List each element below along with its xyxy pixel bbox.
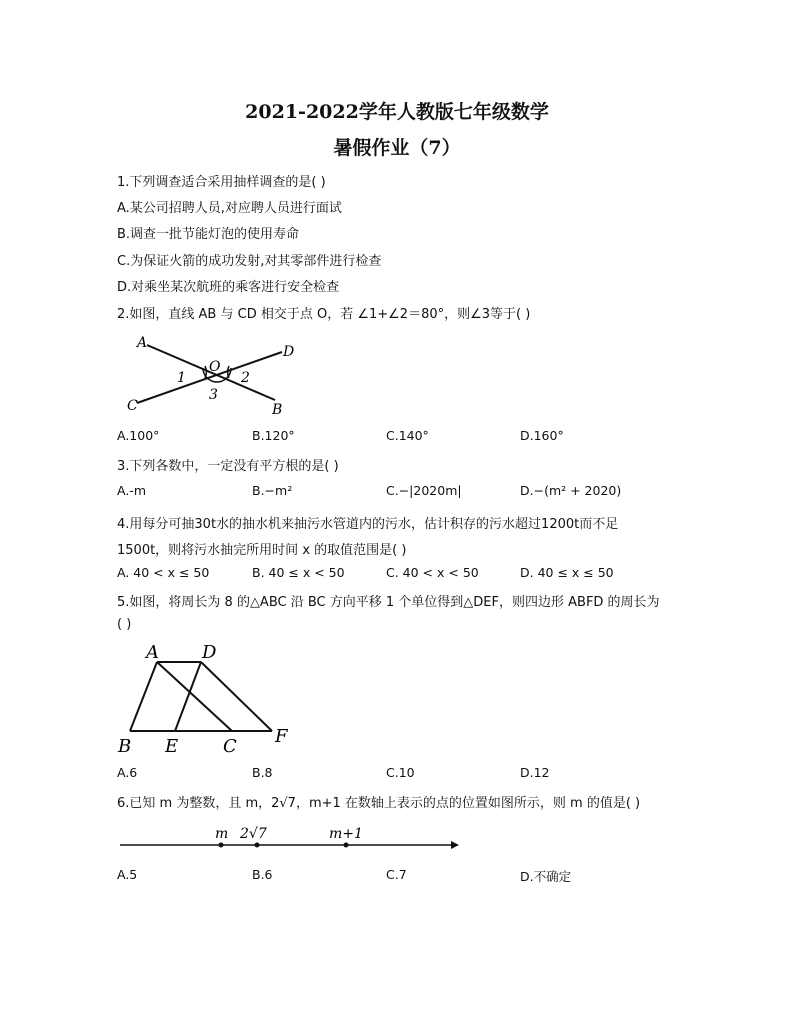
- question-4-option-d: D. 40 ≤ x ≤ 50: [520, 565, 614, 580]
- question-4-option-a: A. 40 < x ≤ 50: [117, 565, 210, 580]
- label-2-sqrt-7: 2√7: [240, 826, 267, 842]
- page-title: 2021-2022学年人教版七年级数学: [245, 101, 549, 123]
- question-1-option-c: C.为保证火箭的成功发射,对其零部件进行检查: [117, 254, 382, 269]
- angle-3-label: 3: [209, 387, 218, 403]
- label-A: A: [146, 642, 159, 663]
- question-1-option-b: B.调查一批节能灯泡的使用寿命: [117, 227, 300, 242]
- question-6-option-b: B.6: [252, 867, 273, 882]
- question-2-option-b: B.120°: [252, 428, 295, 443]
- question-2-option-a: A.100°: [117, 428, 160, 443]
- label-B: B: [118, 736, 132, 757]
- label-E: E: [165, 736, 179, 757]
- page-subtitle: 暑假作业（7）: [333, 137, 461, 159]
- label-O: O: [209, 359, 221, 375]
- question-1-stem: 1.下列调查适合采用抽样调查的是( ): [117, 175, 326, 190]
- label-m-plus-1: m+1: [329, 826, 363, 842]
- question-4-stem-line-2: 1500t，则将污水抽完所用时间 x 的取值范围是( ): [117, 543, 407, 558]
- question-5-option-b: B.8: [252, 765, 273, 780]
- label-m: m: [215, 826, 229, 842]
- question-1-option-a: A.某公司招聘人员,对应聘人员进行面试: [117, 201, 342, 216]
- question-3-option-b: B.−m²: [252, 483, 293, 498]
- intersecting-lines-figure: [117, 330, 317, 420]
- question-2-option-c: C.140°: [386, 428, 429, 443]
- question-6-stem: 6.已知 m 为整数，且 m，2√7，m+1 在数轴上表示的点的位置如图所示，则 m 的值是( ): [117, 796, 641, 811]
- label-A: A: [137, 335, 148, 351]
- angle-2-label: 2: [241, 370, 250, 386]
- translated-triangle-figure: [112, 640, 302, 760]
- label-D: D: [202, 642, 217, 663]
- question-3-stem: 3.下列各数中，一定没有平方根的是( ): [117, 459, 339, 474]
- question-4-stem-line-1: 4.用每分可抽30t水的抽水机来抽污水管道内的污水，估计积存的污水超过1200t而不足: [117, 517, 619, 532]
- question-3-option-a: A.-m: [117, 483, 146, 498]
- number-line-figure: [117, 818, 462, 858]
- label-F: F: [275, 726, 288, 747]
- question-5-option-d: D.12: [520, 765, 550, 780]
- label-D: D: [283, 344, 295, 360]
- angle-1-label: 1: [177, 370, 186, 386]
- question-4-option-c: C. 40 < x < 50: [386, 565, 479, 580]
- label-C: C: [127, 398, 138, 414]
- question-3-option-d: D.−(m² + 2020): [520, 483, 622, 498]
- label-B: B: [272, 402, 283, 418]
- question-1-option-d: D.对乘坐某次航班的乘客进行安全检查: [117, 280, 340, 295]
- question-5-option-a: A.6: [117, 765, 138, 780]
- question-5-stem-line-1: 5.如图，将周长为 8 的△ABC 沿 BC 方向平移 1 个单位得到△DEF，则四边形 ABFD 的周长为: [117, 595, 660, 610]
- question-5-option-c: C.10: [386, 765, 415, 780]
- question-6-option-a: A.5: [117, 867, 138, 882]
- question-6-option-c: C.7: [386, 867, 407, 882]
- question-4-option-b: B. 40 ≤ x < 50: [252, 565, 345, 580]
- question-3-option-c: C.−|2020m|: [386, 483, 462, 498]
- question-2-stem: 2.如图，直线 AB 与 CD 相交于点 O，若 ∠1+∠2＝80°，则∠3等于( ): [117, 307, 531, 322]
- question-2-option-d: D.160°: [520, 428, 564, 443]
- question-6-option-d: D.不确定: [520, 869, 572, 884]
- question-5-stem-line-2: ( ): [117, 617, 132, 632]
- label-C: C: [223, 736, 237, 757]
